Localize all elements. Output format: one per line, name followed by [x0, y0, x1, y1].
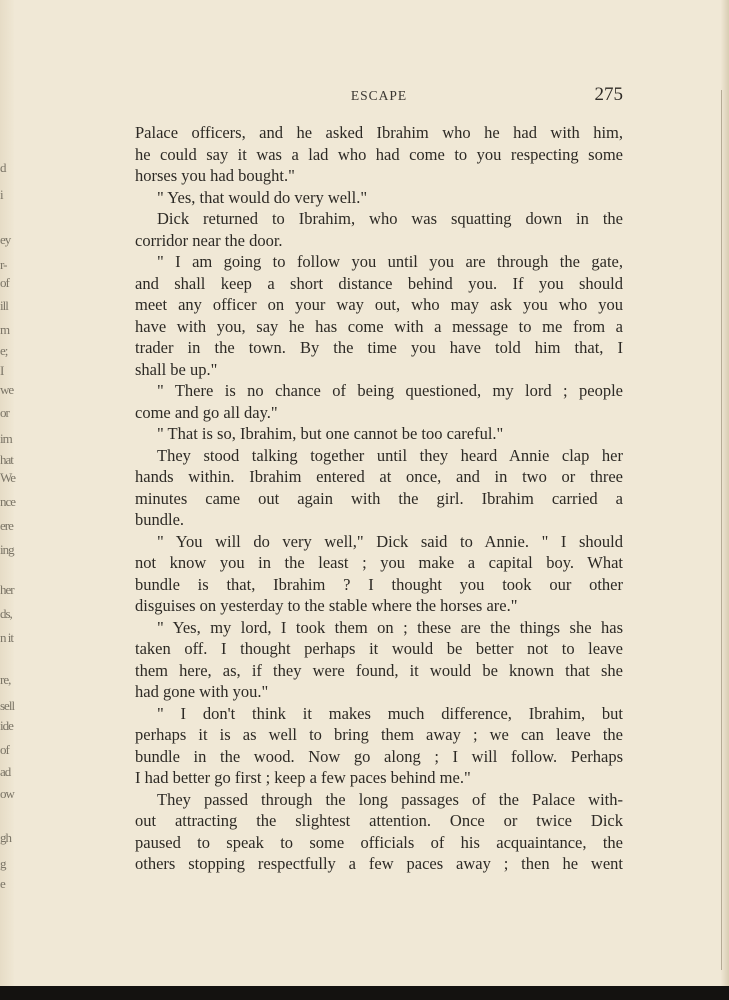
- running-head: [135, 84, 623, 108]
- margin-fragment: e;: [0, 343, 8, 358]
- margin-fragment: sell: [0, 698, 15, 713]
- margin-fragment: ey: [0, 232, 11, 247]
- margin-fragment: hat: [0, 452, 13, 467]
- margin-fragment: d: [0, 160, 6, 175]
- margin-fragment: we: [0, 382, 14, 397]
- body-text: [135, 122, 623, 875]
- text-line: minutes came out again with the girl. Ibrahim carried a: [135, 488, 623, 508]
- margin-fragment: gh: [0, 830, 11, 845]
- margin-fragment: ds,: [0, 606, 12, 621]
- text-line: others stopping respectfully a few paces away ; then he went: [135, 854, 623, 873]
- margin-fragment: of: [0, 275, 9, 290]
- text-line: " I don't think it makes much difference, Ibrahim, but: [157, 703, 623, 723]
- text-line: shall be up.": [135, 359, 218, 379]
- text-line: he could say it was a lad who had come to you respecting some: [135, 144, 623, 164]
- page-right-edge: [721, 0, 729, 1000]
- margin-fragment: m: [0, 322, 10, 337]
- text-line: come and go all day.": [135, 402, 278, 422]
- text-line: I had better go first ; keep a few paces behind me.": [135, 768, 471, 787]
- text-line: bundle is that, Ibrahim ? I thought you took our other: [135, 574, 623, 594]
- margin-fragment: im: [0, 431, 12, 446]
- text-line: perhaps it is as well to bring them away ; we can leave the: [135, 725, 623, 744]
- margin-fragment: We: [0, 470, 15, 485]
- text-line: taken off. I thought perhaps it would be better not to leave: [135, 639, 623, 658]
- text-line: " That is so, Ibrahim, but one cannot be too careful.": [157, 424, 504, 443]
- text-line: them here, as, if they were found, it would be known that she: [135, 660, 623, 680]
- text-line: hands within. Ibrahim entered at once, and in two or three: [135, 467, 623, 486]
- text-line: have with you, say he has come with a message to me from a: [135, 316, 623, 336]
- text-line: paused to speak to some officials of his acquaintance, the: [135, 832, 623, 852]
- margin-fragment: e: [0, 876, 5, 891]
- margin-fragment: ill: [0, 298, 8, 313]
- margin-fragment: I: [0, 363, 4, 378]
- margin-fragment: of: [0, 742, 9, 757]
- margin-fragment: ow: [0, 786, 14, 801]
- text-line: They passed through the long passages of the Palace with-: [157, 789, 623, 809]
- margin-fragment: r-: [0, 257, 7, 272]
- margin-fragment: g: [0, 856, 6, 871]
- text-line: bundle in the wood. Now go along ; I will follow. Perhaps: [135, 746, 623, 766]
- margin-fragment: her: [0, 582, 14, 597]
- margin-fragment: ad: [0, 764, 11, 779]
- text-line: " Yes, my lord, I took them on ; these are the things she has: [157, 617, 623, 637]
- text-line: disguises on yesterday to the stable where the horses are.": [135, 596, 518, 615]
- text-line: " Yes, that would do very well.": [157, 187, 368, 207]
- running-title: ESCAPE: [350, 88, 408, 103]
- margin-fragment: ide: [0, 718, 13, 733]
- text-line: " There is no chance of being questioned, my lord ; people: [157, 381, 623, 400]
- margin-fragment: or: [0, 405, 9, 420]
- page-number: 275: [594, 84, 623, 105]
- text-line: meet any officer on your way out, who may ask you who you: [135, 295, 623, 314]
- margin-fragment: re,: [0, 672, 11, 687]
- text-line: bundle.: [135, 510, 185, 529]
- text-line: corridor near the door.: [135, 230, 283, 250]
- text-line: trader in the town. By the time you have told him that, I: [135, 338, 623, 357]
- margin-fragment: ere: [0, 518, 13, 533]
- margin-fragment: n it: [0, 630, 13, 645]
- text-line: Dick returned to Ibrahim, who was squatting down in the: [157, 209, 623, 228]
- text-line: " I am going to follow you until you are through the gate,: [157, 252, 623, 271]
- margin-fragment: ing: [0, 542, 14, 557]
- text-line: horses you had bought.": [135, 166, 295, 185]
- text-line: and shall keep a short distance behind you. If you should: [135, 273, 623, 293]
- margin-fragment: nce: [0, 494, 16, 509]
- text-line: They stood talking together until they heard Annie clap her: [157, 445, 623, 465]
- text-line: had gone with you.": [135, 682, 269, 701]
- margin-fragment: i: [0, 187, 3, 202]
- text-line: Palace officers, and he asked Ibrahim who he had with him,: [135, 123, 623, 142]
- page-edge-line: [721, 90, 722, 970]
- text-line: out attracting the slightest attention. Once or twice Dick: [135, 811, 623, 830]
- text-line: " You will do very well," Dick said to Annie. " I should: [157, 531, 623, 551]
- text-line: not know you in the least ; you make a capital boy. What: [135, 553, 623, 572]
- scan-bottom-edge: [0, 986, 729, 1000]
